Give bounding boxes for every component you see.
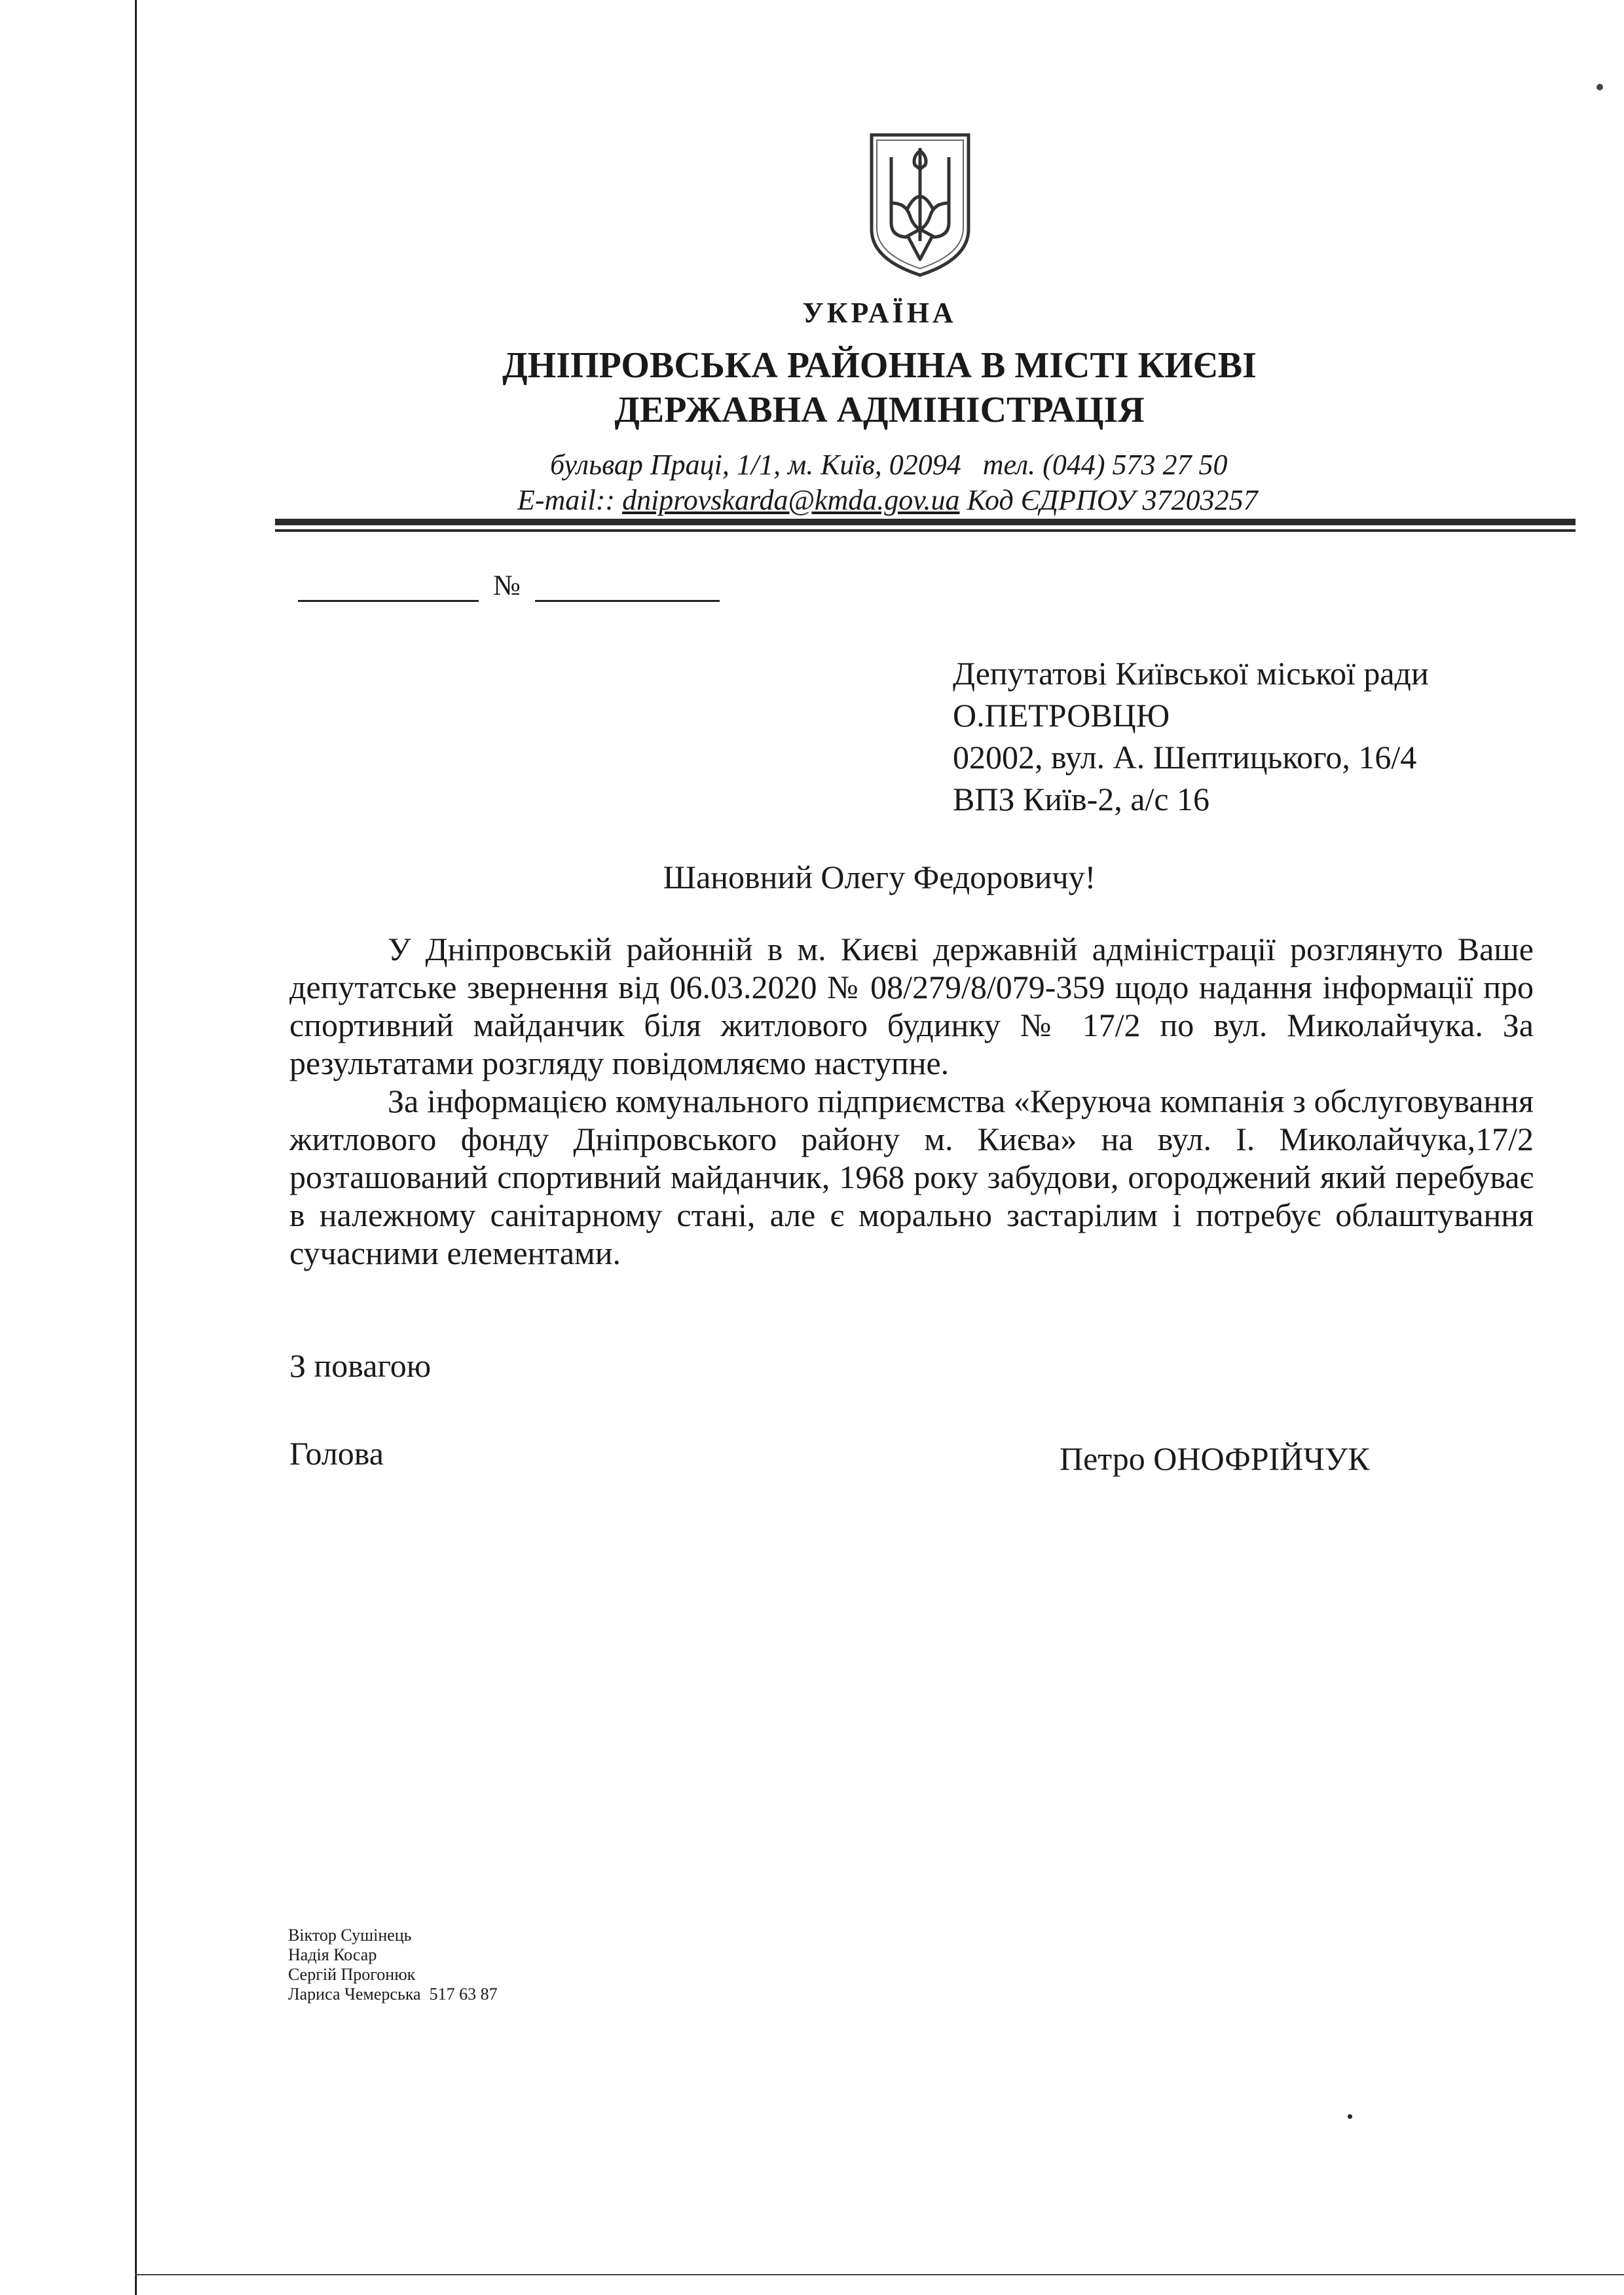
- organization-name-line2: ДЕРЖАВНА АДМІНІСТРАЦІЯ: [614, 390, 1145, 430]
- postal-address: бульвар Праці, 1/1, м. Київ, 02094: [550, 449, 961, 481]
- closing-phrase: З повагою: [289, 1347, 432, 1384]
- recipient-block: [953, 652, 1429, 820]
- registration-line: [298, 569, 720, 602]
- number-sign: №: [493, 569, 521, 601]
- edrpou-code: Код ЄДРПОУ 37203257: [967, 484, 1258, 516]
- executor-entry: Лариса Чемерська 517 63 87: [288, 1985, 498, 2004]
- executor-entry: Віктор Сушінець: [288, 1926, 412, 1945]
- body-paragraph: За інформацією комунального підприємства «Керуюча компанія з обслуговування житлового фонду Дніпровського району м. Києва» на вул. І. Миколайчука,17/2 розташований спортивний майданчик, 1968 року забудови, огороджений який перебуває в належному санітарному стані, але є морально застарілим і потребує облаштування сучасними елементами.: [289, 1083, 1534, 1271]
- letter-body: [289, 930, 1534, 1272]
- organization-name-line1: ДНІПРОВСЬКА РАЙОННА В МІСТІ КИЄВІ: [502, 345, 1257, 386]
- signatory-position: Голова: [289, 1435, 384, 1472]
- recipient-title: Депутатові Київської міської ради: [953, 655, 1429, 692]
- executor-entry: Надія Косар: [288, 1945, 377, 1964]
- date-blank: [298, 599, 479, 602]
- address-line: [550, 448, 1227, 481]
- country-heading: УКРАЇНА: [802, 297, 957, 329]
- letterhead-rule-thick: [275, 519, 1576, 525]
- email-link[interactable]: dniprovskarda@kmda.gov.ua: [622, 484, 960, 516]
- recipient-postbox: ВПЗ Київ-2, а/с 16: [953, 781, 1210, 817]
- signatory-name: Петро ОНОФРІЙЧУК: [1060, 1440, 1370, 1477]
- coat-of-arms-icon: [868, 131, 972, 279]
- recipient-address: 02002, вул. А. Шептицького, 16/4: [953, 739, 1417, 775]
- recipient-name: О.ПЕТРОВЦЮ: [953, 697, 1170, 734]
- scan-speck: [1348, 2114, 1352, 2119]
- scan-mark: [1596, 84, 1603, 90]
- salutation: Шановний Олегу Федоровичу!: [663, 859, 1096, 895]
- executor-entry: Сергій Прогонюк: [288, 1965, 416, 1984]
- email-label: E-mail::: [517, 484, 616, 516]
- phone-number: тел. (044) 573 27 50: [982, 449, 1228, 481]
- number-blank: [535, 599, 720, 602]
- bottom-margin-line: [135, 2274, 1624, 2275]
- executors-list: [288, 1926, 498, 2004]
- letterhead-rule-thin: [275, 529, 1576, 532]
- contact-line: [517, 483, 1258, 517]
- body-paragraph: У Дніпровській районній в м. Києві державній адміністрації розглянуто Ваше депутатське звернення від 06.03.2020 № 08/279/8/079-359 щодо надання інформації про спортивний майданчик біля житлового будинку № 17/2 по вул. Миколайчука. За результатами розгляду повідомляємо наступне.: [289, 931, 1534, 1081]
